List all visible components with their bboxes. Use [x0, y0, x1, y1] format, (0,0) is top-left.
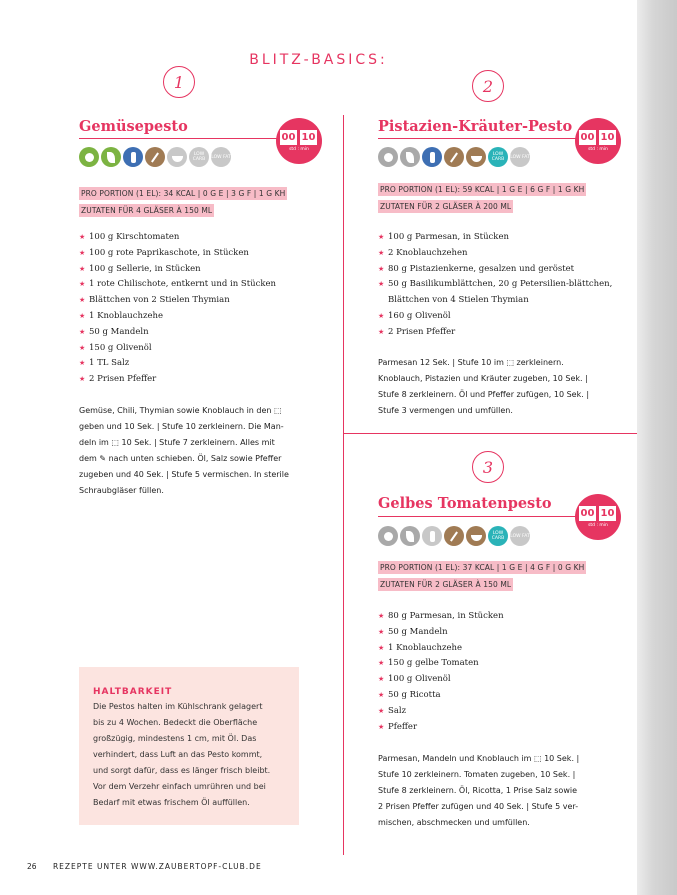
instruction-line: 2 Prisen Pfeffer zufügen und 40 Sek. | Stufe 5 ver- [378, 802, 579, 811]
instruction-line: mischen, abschmecken und umfüllen. [378, 818, 530, 827]
yield-info: ZUTATEN FÜR 2 GLÄSER À 150 ML [380, 580, 512, 589]
vegan-icon [79, 147, 99, 167]
timer-hours: 00 [580, 132, 595, 143]
ingredient-list [378, 609, 504, 735]
recipe-title: Gelbes Tomatenpesto [378, 495, 552, 512]
egg-free-icon [466, 526, 486, 546]
ingredient-item: ★ Pfeffer [378, 720, 504, 736]
diet-icons [378, 147, 530, 167]
ingredient-list [79, 230, 276, 388]
diet-icons [378, 526, 530, 546]
low-carb-icon: LOW CARB [488, 526, 508, 546]
instructions [378, 751, 579, 831]
low-fat-icon: LOW FAT [510, 526, 530, 546]
nutrition-info: PRO PORTION (1 EL): 34 KCAL | 0 G E | 3 G F | 1 G KH [81, 189, 286, 198]
shelf-life-line: bis zu 4 Wochen. Bedeckt die Oberfläche [93, 718, 258, 727]
ingredient-item: ★ 150 g gelbe Tomaten [378, 656, 504, 672]
section-divider [343, 433, 637, 434]
low-carb-icon: LOW CARB [488, 147, 508, 167]
ingredient-item: ★ 80 g Parmesan, in Stücken [378, 609, 504, 625]
low-fat-icon: LOW FAT [510, 147, 530, 167]
recipe-title: Pistazien-Kräuter-Pesto [378, 118, 573, 135]
instruction-line: Stufe 10 zerkleinern. Tomaten zugeben, 10 Sek. | [378, 770, 576, 779]
instruction-line: Knoblauch, Pistazien und Kräuter zugeben, 10 Sek. | [378, 374, 588, 383]
ingredient-item: ★ 100 g Olivenöl [378, 672, 504, 688]
instruction-line: deln im ⬚ 10 Sek. | Stufe 7 zerkleinern. Alles mit [79, 438, 275, 447]
nutrition-info: PRO PORTION (1 EL): 37 KCAL | 1 G E | 4 G F | 0 G KH [380, 563, 585, 572]
ingredient-item: ★ 50 g Basilikumblättchen, 20 g Petersilien-blättchen, Blättchen von 4 Stielen Thymian [378, 277, 618, 309]
ingredient-item: ★ 100 g Parmesan, in Stücken [378, 230, 618, 246]
nutrition-info: PRO PORTION (1 EL): 59 KCAL | 1 G E | 6 G F | 1 G KH [380, 185, 585, 194]
timer-hours: 00 [580, 508, 595, 519]
low-carb-icon: LOW CARB [189, 147, 209, 167]
instruction-line: Gemüse, Chili, Thymian sowie Knoblauch in den ⬚ [79, 406, 282, 415]
timer-minutes: 10 [600, 132, 615, 143]
timer-minutes: 10 [301, 132, 316, 143]
instruction-line: Parmesan 12 Sek. | Stufe 10 im ⬚ zerkleinern. [378, 358, 564, 367]
ingredient-item: ★ 160 g Olivenöl [378, 309, 618, 325]
page-number: 26 [27, 862, 37, 871]
lactose-free-icon [422, 526, 442, 546]
ingredient-item: ★ 1 rote Chilischote, entkernt und in Stücken [79, 277, 276, 293]
timer-hours: 00 [281, 132, 296, 143]
shelf-life-line: Vor dem Verzehr einfach umrühren und bei [93, 782, 266, 791]
timer-badge [575, 118, 621, 164]
timer-unit: std : min [588, 523, 608, 528]
recipe-number-badge: 2 [472, 70, 504, 102]
ingredient-item: ★ Salz [378, 704, 504, 720]
ingredient-item: ★ 2 Prisen Pfeffer [378, 325, 618, 341]
shelf-life-line: verhindert, dass Luft an das Pesto kommt, [93, 750, 263, 759]
timer-minutes: 10 [600, 508, 615, 519]
title-underline [79, 138, 284, 139]
ingredient-item: ★ 50 g Mandeln [79, 325, 276, 341]
lactose-free-icon [123, 147, 143, 167]
low-fat-icon: LOW FAT [211, 147, 231, 167]
shelf-life-line: und sorgt dafür, dass es länger frisch bleibt. [93, 766, 271, 775]
ingredient-list [378, 230, 618, 341]
ingredient-item: ★ Blättchen von 2 Stielen Thymian [79, 293, 276, 309]
ingredient-item: ★ 1 TL Salz [79, 356, 276, 372]
instruction-line: Stufe 3 vermengen und umfüllen. [378, 406, 513, 415]
instruction-line: Stufe 8 zerkleinern. Öl, Ricotta, 1 Prise Salz sowie [378, 786, 578, 795]
footer-url[interactable]: REZEPTE UNTER WWW.ZAUBERTOPF-CLUB.DE [52, 862, 262, 871]
ingredient-item: ★ 80 g Pistazienkerne, gesalzen und geröstet [378, 262, 618, 278]
instruction-line: zugeben und 40 Sek. | Stufe 5 vermischen. In sterile [79, 470, 289, 479]
yield-info: ZUTATEN FÜR 2 GLÄSER À 200 ML [380, 202, 512, 211]
ingredient-item: ★ 100 g Sellerie, in Stücken [79, 262, 276, 278]
timer-badge [276, 118, 322, 164]
page-gutter [637, 0, 677, 895]
timer-unit: std : min [289, 147, 309, 152]
shelf-life-line: großzügig, mindestens 1 cm, mit Öl. Das [93, 734, 257, 743]
lactose-free-icon [422, 147, 442, 167]
ingredient-item: ★ 50 g Mandeln [378, 625, 504, 641]
gluten-free-icon [145, 147, 165, 167]
gluten-free-icon [444, 526, 464, 546]
instruction-line: Parmesan, Mandeln und Knoblauch im ⬚ 10 Sek. | [378, 754, 580, 763]
ingredient-item: ★ 150 g Olivenöl [79, 341, 276, 357]
instructions [378, 355, 589, 419]
ingredient-item: ★ 1 Knoblauchzehe [79, 309, 276, 325]
page-footer [27, 862, 262, 871]
instructions [79, 403, 289, 499]
ingredient-item: ★ 2 Knoblauchzehen [378, 246, 618, 262]
gluten-free-icon [444, 147, 464, 167]
recipe-title: Gemüsepesto [79, 118, 188, 135]
recipe-number-badge: 3 [472, 451, 504, 483]
vegan-icon [378, 526, 398, 546]
diet-icons [79, 147, 231, 167]
title-underline [378, 516, 578, 517]
shelf-life-line: Die Pestos halten im Kühlschrank gelagert [93, 702, 263, 711]
shelf-life-line: Bedarf mit etwas frischem Öl auffüllen. [93, 798, 250, 807]
yield-info: ZUTATEN FÜR 4 GLÄSER À 150 ML [81, 206, 213, 215]
instruction-line: Schraubgläser füllen. [79, 486, 164, 495]
page-title: BLITZ-BASICS: [249, 52, 388, 68]
vegetarian-icon [400, 526, 420, 546]
vegetarian-icon [101, 147, 121, 167]
title-underline [378, 138, 578, 139]
ingredient-item: ★ 2 Prisen Pfeffer [79, 372, 276, 388]
instruction-line: geben und 10 Sek. | Stufe 10 zerkleinern. Die Man- [79, 422, 284, 431]
egg-free-icon [167, 147, 187, 167]
recipe-number-badge: 1 [163, 66, 195, 98]
timer-unit: std : min [588, 147, 608, 152]
instruction-line: dem ✎ nach unten schieben. Öl, Salz sowie Pfeffer [79, 454, 282, 463]
instruction-line: Stufe 8 zerkleinern. Öl und Pfeffer zufügen, 10 Sek. | [378, 390, 590, 399]
shelf-life-title: HALTBARKEIT [93, 687, 173, 697]
vegan-icon [378, 147, 398, 167]
ingredient-item: ★ 1 Knoblauchzehe [378, 641, 504, 657]
ingredient-item: ★ 100 g Kirschtomaten [79, 230, 276, 246]
vegetarian-icon [400, 147, 420, 167]
column-divider [343, 115, 344, 855]
shelf-life-text [93, 699, 285, 811]
ingredient-item: ★ 50 g Ricotta [378, 688, 504, 704]
egg-free-icon [466, 147, 486, 167]
ingredient-item: ★ 100 g rote Paprikaschote, in Stücken [79, 246, 276, 262]
shelf-life-box [79, 667, 299, 825]
timer-badge [575, 494, 621, 540]
